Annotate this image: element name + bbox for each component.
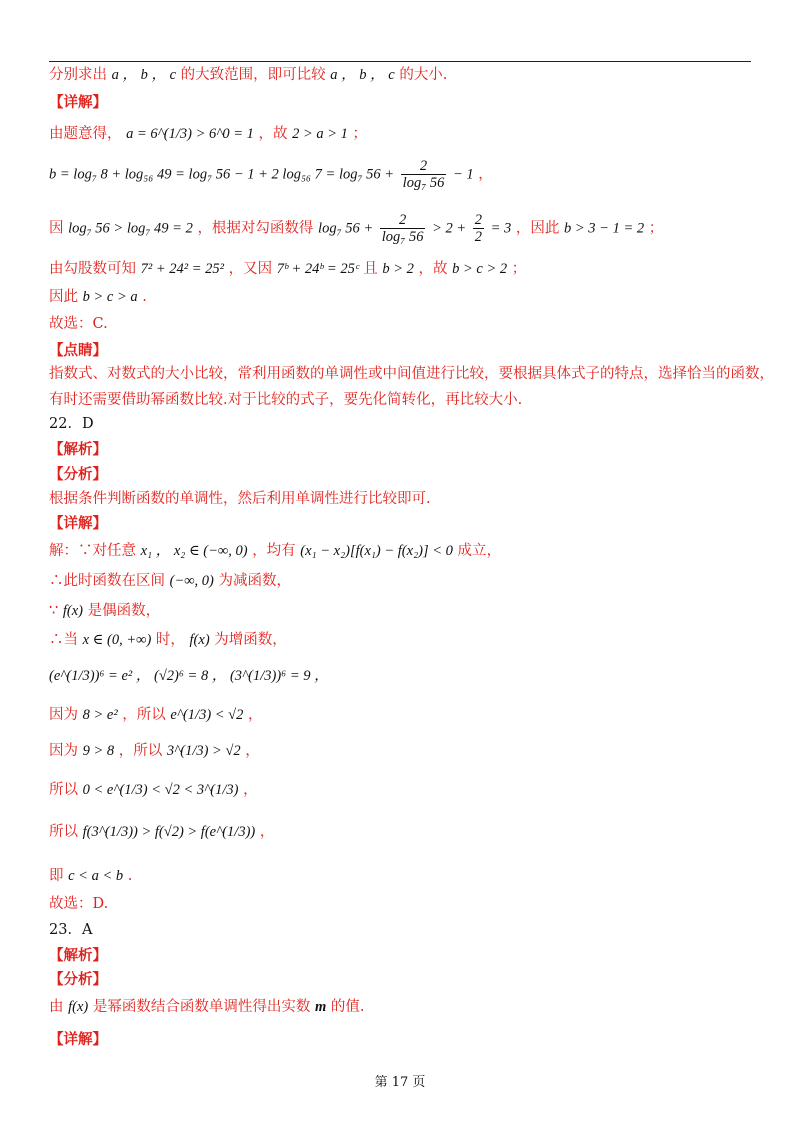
text-span: 即 (49, 868, 64, 884)
q22-analysis-heading: 【解析】 (49, 441, 107, 458)
q22-title: 22．D (49, 416, 94, 432)
text-span: 为减函数， (218, 573, 291, 589)
q22-detail-heading: 【详解】 (49, 515, 107, 532)
fraction-denominator: 2 (474, 229, 483, 245)
intro-vars: a ， b ， c (111, 67, 177, 83)
q23-detail-heading: 【详解】 (49, 1031, 107, 1048)
q21-line-3 (49, 212, 663, 245)
q21-detail-heading: 【详解】 (49, 94, 107, 111)
q22-step-4 (49, 630, 287, 650)
math-expression: − 1 (452, 166, 474, 183)
math-expression: log₇ 56 > log₇ 49 = 2 (68, 220, 193, 237)
text-span: 成立， (457, 543, 501, 559)
q23-fenxi-heading: 【分析】 (49, 971, 107, 988)
text-span: ； (352, 126, 368, 142)
math-expression: b > 2 (382, 261, 414, 277)
math-expression: log₇ 56 + (318, 220, 374, 237)
math-expression: b = log₇ 8 + log₅₆ 49 = log₇ 56 − 1 + 2 log₅₆ 7 = log₇ 56 + (49, 166, 395, 183)
text-span: 是幂函数结合函数单调性得出实数 (92, 999, 311, 1015)
q22-step-5 (49, 666, 329, 686)
text-span: . (142, 289, 147, 305)
text-span: 时， (155, 632, 185, 648)
math-expression: (e^(1/3))⁶ = e² ， (√2)⁶ = 8 ， (3^(1/3))⁶ = 9 ， (49, 668, 329, 684)
math-expression: f(x) (62, 603, 83, 619)
q21-review-line-2: 有时还需要借助幂函数比较.对于比较的式子，要先化简转化，再比较大小. (49, 392, 523, 408)
text-span: 因此 (49, 289, 78, 305)
text-span: ，均有 (252, 543, 296, 559)
q22-step-2 (49, 571, 291, 591)
text-span: ∵ (49, 603, 59, 619)
math-expression: 7² + 24² = 25² (140, 261, 224, 277)
math-expression: 3^(1/3) > √2 (166, 743, 241, 759)
text-span: ， (243, 782, 258, 798)
math-expression: (x₁ − x₂)[f(x₁) − f(x₂)] < 0 (300, 543, 453, 559)
text-span: 因为 (49, 743, 78, 759)
math-expression: f(x) (68, 999, 89, 1015)
q23-analysis-heading: 【解析】 (49, 947, 107, 964)
header-rule (49, 61, 751, 62)
text-span: ， (259, 824, 275, 840)
math-expression: 0 < e^(1/3) < √2 < 3^(1/3) (82, 782, 239, 798)
text-span: ， (478, 166, 493, 183)
q22-fenxi-text: 根据条件判断函数的单调性，然后利用单调性进行比较即可. (49, 491, 431, 507)
text-span: 因 (49, 220, 64, 237)
math-expression: c < a < b (68, 868, 124, 884)
q22-step-3 (49, 601, 160, 621)
math-expression: = 3 (490, 220, 512, 237)
q21-line-2 (49, 158, 493, 191)
intro-mid: 的大致范围，即可比较 (180, 67, 326, 83)
q22-fenxi-heading: 【分析】 (49, 466, 107, 483)
text-span: ∴当 (49, 632, 78, 648)
math-expression: x₁ ， x₂ ∈ (−∞, 0) (140, 543, 248, 559)
text-span: ，根据对勾函数得 (197, 220, 314, 237)
text-span: 解：∵对任意 (49, 543, 136, 559)
intro-line (49, 65, 447, 85)
fraction (473, 212, 484, 245)
q22-step-9 (49, 822, 274, 842)
text-span: 所以 (49, 824, 78, 840)
q21-review-heading: 【点睛】 (49, 342, 107, 359)
math-expression: 2 > a > 1 (292, 126, 348, 142)
q21-line-1 (49, 124, 367, 144)
math-expression: f(x) (189, 632, 210, 648)
text-span: 因为 (49, 707, 78, 723)
fraction (401, 158, 447, 191)
q22-step-7 (49, 741, 260, 761)
text-span: ， (245, 743, 260, 759)
q21-answer: 故选：C. (49, 316, 108, 332)
math-expression: 8 > e² (82, 707, 118, 723)
text-span: ； (648, 220, 664, 237)
text-span: . (127, 868, 133, 884)
q23-title: 23．A (49, 922, 93, 938)
q22-step-8 (49, 780, 258, 800)
math-variable: m (314, 999, 327, 1015)
text-span: 由勾股数可知 (49, 261, 136, 277)
q22-step-1 (49, 541, 501, 561)
math-expression: > 2 + (432, 220, 467, 237)
q21-line-4 (49, 259, 526, 279)
q22-answer: 故选：D. (49, 896, 109, 912)
math-expression: (−∞, 0) (169, 573, 214, 589)
q22-step-6 (49, 705, 263, 725)
fraction-denominator: log₇ 56 (381, 229, 424, 245)
text-span: 是偶函数， (87, 603, 161, 619)
intro-prefix: 分别求出 (49, 67, 107, 83)
math-expression: b > c > a (82, 289, 138, 305)
text-span: 为增函数， (214, 632, 287, 648)
text-span: ，故 (418, 261, 448, 277)
fraction-numerator: 2 (474, 212, 483, 228)
fraction-numerator: 2 (401, 158, 447, 175)
text-span: ∴此时函数在区间 (49, 573, 165, 589)
page-footer: 第 17 页 (374, 1075, 426, 1090)
math-expression: x ∈ (0, +∞) (82, 632, 152, 648)
text-span: ； (511, 261, 527, 277)
q22-step-10 (49, 866, 132, 886)
intro-suffix: 的大小. (399, 67, 448, 83)
q21-line-5 (49, 287, 147, 307)
text-span: ，故 (258, 126, 288, 142)
fraction (380, 212, 426, 245)
q23-fenxi-line (49, 997, 364, 1017)
math-expression: a = 6^(1/3) > 6^0 = 1 (126, 126, 254, 142)
text-span: 由 (49, 999, 64, 1015)
fraction-denominator: log₇ 56 (402, 175, 445, 191)
q21-review-line-1: 指数式、对数式的大小比较，常利用函数的单调性或中间值进行比较，要根据具体式子的特点，选择恰当的函数， (49, 366, 774, 382)
intro-vars-2: a ， b ， c (330, 67, 395, 83)
text-span: ，又因 (228, 261, 273, 277)
text-span: ，所以 (118, 743, 163, 759)
text-span: 的值. (330, 999, 365, 1015)
math-expression: 9 > 8 (82, 743, 115, 759)
text-span: 所以 (49, 782, 78, 798)
text-span: ， (248, 707, 263, 723)
math-expression: f(3^(1/3)) > f(√2) > f(e^(1/3)) (82, 824, 256, 840)
math-expression: 7ᵇ + 24ᵇ = 25ᶜ (276, 261, 359, 277)
math-expression: b > c > 2 (452, 261, 508, 277)
text-span: 且 (363, 261, 378, 277)
text-span: ，因此 (515, 220, 560, 237)
text-span: 由题意得， (49, 126, 122, 142)
text-span: ，所以 (122, 707, 166, 723)
math-expression: e^(1/3) < √2 (170, 707, 244, 723)
fraction-numerator: 2 (380, 212, 426, 229)
math-expression: b > 3 − 1 = 2 (564, 220, 645, 237)
